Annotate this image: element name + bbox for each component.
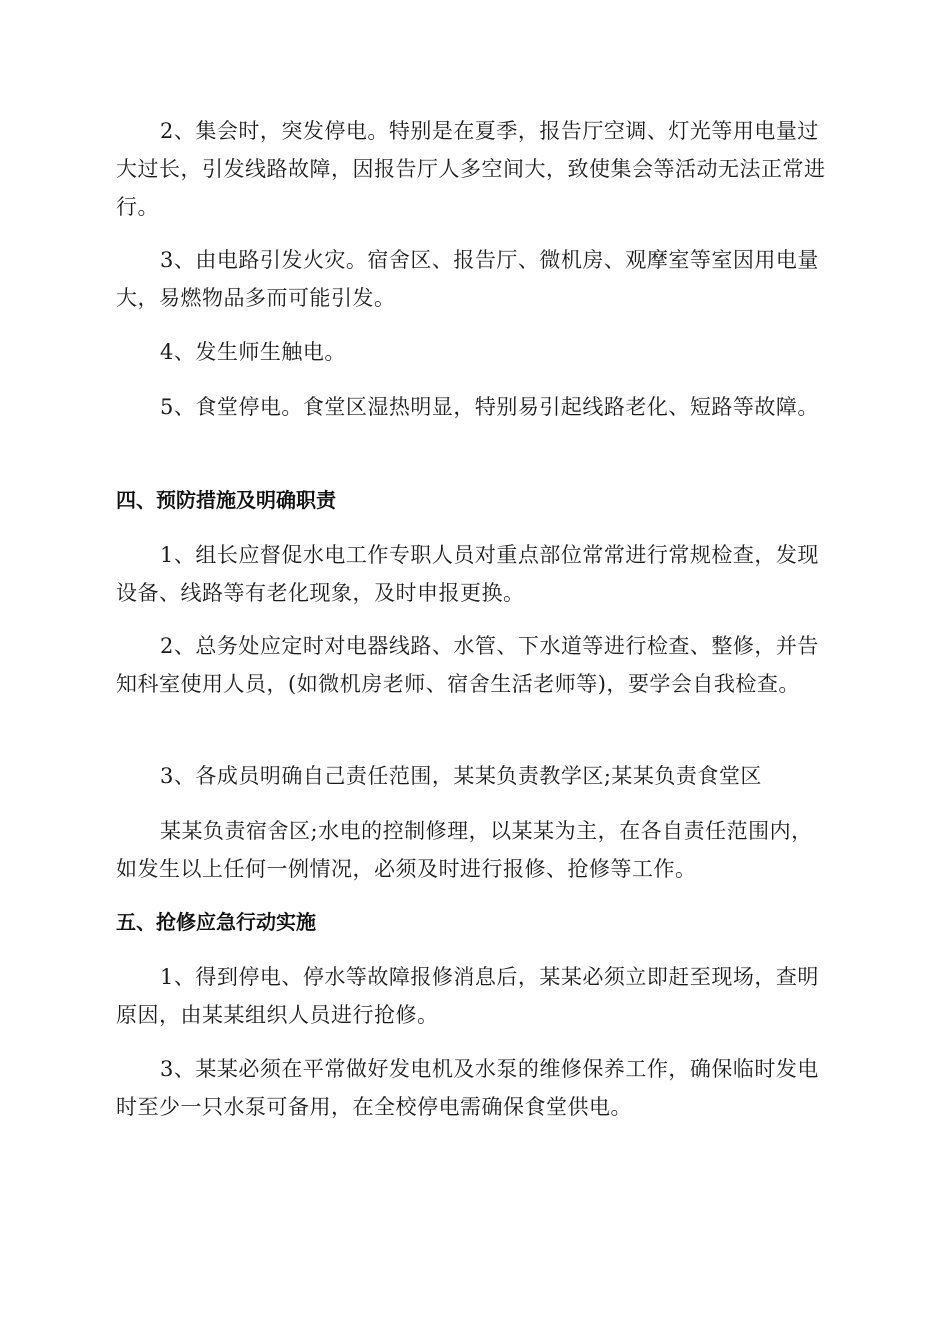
paragraph-power-outage-assembly: 2、集会时，突发停电。特别是在夏季，报告厅空调、灯光等用电量过大过长，引发线路故障，因报告厅人多空间大，致使集会等活动无法正常进行。 — [116, 119, 826, 219]
paragraph-repair-response: 1、得到停电、停水等故障报修消息后，某某必须立即赶至现场，查明原因，由某某组织人员进行抢修。 — [116, 965, 819, 1027]
paragraph-responsibility-areas: 3、各成员明确自己责任范围，某某负责教学区;某某负责食堂区 — [160, 764, 762, 788]
paragraph-routine-inspection: 1、组长应督促水电工作专职人员对重点部位常常进行常规检查，发现设备、线路等有老化现象，及时申报更换。 — [116, 543, 819, 605]
paragraph-dormitory-responsibility: 某某负责宿舍区;水电的控制修理，以某某为主，在各自责任范围内，如发生以上任何一例情况，必须及时进行报修、抢修等工作。 — [116, 819, 813, 881]
section-heading-emergency-repair: 五、抢修应急行动实施 — [116, 910, 316, 934]
paragraph-electrical-fire: 3、由电路引发火灾。宿舍区、报告厅、微机房、观摩室等室因用电量大，易燃物品多而可能引发。 — [116, 248, 819, 310]
paragraph-general-affairs-maintenance: 2、总务处应定时对电器线路、水管、下水道等进行检查、整修，并告知科室使用人员，(如微机房老师、宿舍生活老师等)，要学会自我检查。 — [116, 634, 819, 696]
section-heading-prevention: 四、预防措施及明确职责 — [116, 488, 336, 512]
paragraph-electric-shock: 4、发生师生触电。 — [160, 340, 346, 364]
paragraph-canteen-outage: 5、食堂停电。食堂区湿热明显，特别易引起线路老化、短路等故障。 — [160, 395, 819, 419]
paragraph-generator-maintenance: 3、某某必须在平常做好发电机及水泵的维修保养工作，确保临时发电时至少一只水泵可备用，在全校停电需确保食堂供电。 — [116, 1057, 819, 1119]
